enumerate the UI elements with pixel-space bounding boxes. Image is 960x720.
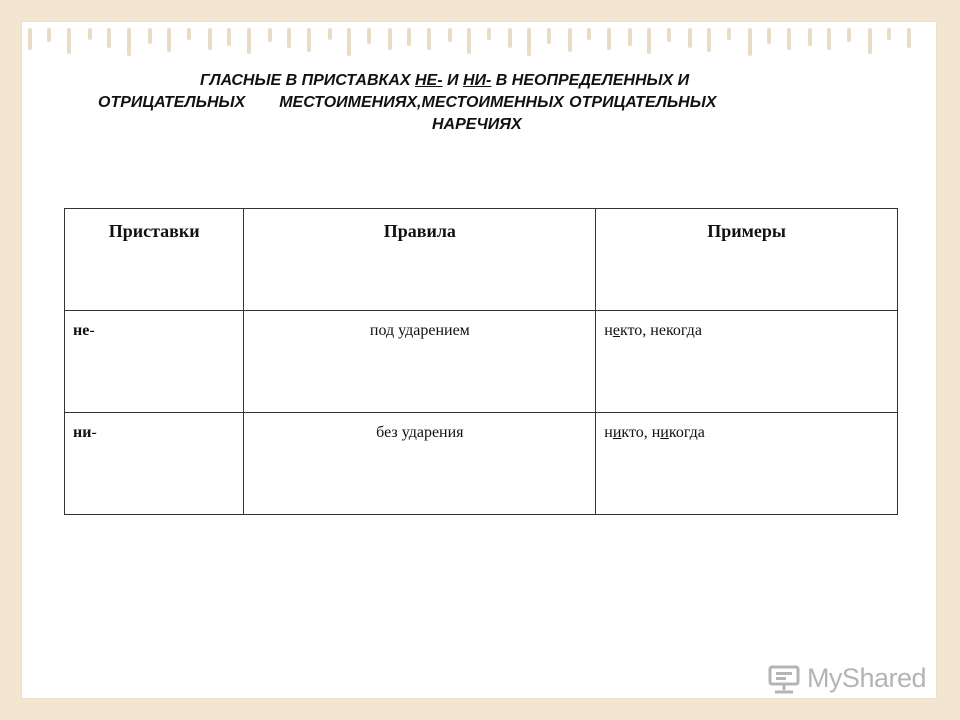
cell-examples-ni: никто, никогда	[596, 413, 898, 515]
tick-mark	[547, 28, 551, 44]
tick-mark	[808, 28, 812, 46]
presentation-board-icon	[767, 664, 801, 694]
tick-mark	[907, 28, 911, 48]
tick-mark	[227, 28, 231, 46]
tick-mark	[688, 28, 692, 48]
tick-mark	[107, 28, 111, 48]
tick-mark	[887, 28, 891, 40]
tick-mark	[527, 28, 531, 56]
rules-table	[64, 208, 898, 515]
tick-mark	[427, 28, 431, 50]
tick-mark	[167, 28, 171, 52]
tick-mark	[868, 28, 872, 54]
header-rules: Правила	[244, 209, 596, 311]
tick-mark	[367, 28, 371, 44]
tick-mark	[247, 28, 251, 54]
title-prefix-ni: НИ-	[462, 72, 492, 89]
tick-mark	[88, 28, 92, 40]
tick-mark	[847, 28, 851, 42]
tick-mark	[127, 28, 131, 56]
tick-mark	[388, 28, 392, 50]
tick-mark	[148, 28, 152, 44]
header-examples: Примеры	[596, 209, 898, 311]
notebook-tick-decoration	[22, 22, 936, 60]
slide-title	[82, 70, 882, 136]
tick-mark	[347, 28, 351, 56]
cell-examples-ne: некто, некогда	[596, 311, 898, 413]
cell-rule-unstressed: без ударения	[244, 413, 596, 515]
tick-mark	[628, 28, 632, 46]
tick-mark	[208, 28, 212, 50]
cell-rule-stressed: под ударением	[244, 311, 596, 413]
unstressed-vowel: и	[660, 424, 669, 441]
cell-prefix-ni: ни-	[65, 413, 244, 515]
tick-mark	[268, 28, 272, 42]
title-line-3: НАРЕЧИЯХ	[432, 116, 522, 133]
tick-mark	[187, 28, 191, 40]
tick-mark	[727, 28, 731, 40]
tick-mark	[568, 28, 572, 52]
tick-mark	[467, 28, 471, 54]
title-line-1: ГЛАСНЫЕ В ПРИСТАВКАХ НЕ- И НИ- В НЕОПРЕДЕЛЕННЫХ И	[200, 72, 690, 89]
tick-mark	[448, 28, 452, 42]
tick-mark	[827, 28, 831, 50]
tick-mark	[287, 28, 291, 48]
tick-mark	[487, 28, 491, 40]
tick-mark	[587, 28, 591, 40]
stressed-vowel: е	[612, 322, 620, 339]
cell-prefix-ne: не-	[65, 311, 244, 413]
tick-mark	[647, 28, 651, 54]
tick-mark	[748, 28, 752, 56]
tick-mark	[47, 28, 51, 42]
title-prefix-ne: НЕ-	[415, 72, 443, 89]
tick-mark	[767, 28, 771, 44]
title-line-2: ОТРИЦАТЕЛЬНЫХ МЕСТОИМЕНИЯХ,МЕСТОИМЕННЫХ ОТРИЦАТЕЛЬНЫХ	[98, 94, 717, 111]
unstressed-vowel: и	[612, 424, 622, 441]
tick-mark	[508, 28, 512, 48]
table-header-row	[65, 209, 898, 311]
watermark-text: MyShared	[806, 663, 926, 693]
table-row	[65, 311, 898, 413]
tick-mark	[307, 28, 311, 52]
tick-mark	[707, 28, 711, 52]
tick-mark	[407, 28, 411, 46]
tick-mark	[28, 28, 32, 50]
header-prefixes: Приставки	[65, 209, 244, 311]
tick-mark	[328, 28, 332, 40]
myshared-watermark	[767, 663, 926, 694]
table-row	[65, 413, 898, 515]
tick-mark	[667, 28, 671, 42]
tick-mark	[787, 28, 791, 50]
tick-mark	[607, 28, 611, 50]
tick-mark	[67, 28, 71, 54]
